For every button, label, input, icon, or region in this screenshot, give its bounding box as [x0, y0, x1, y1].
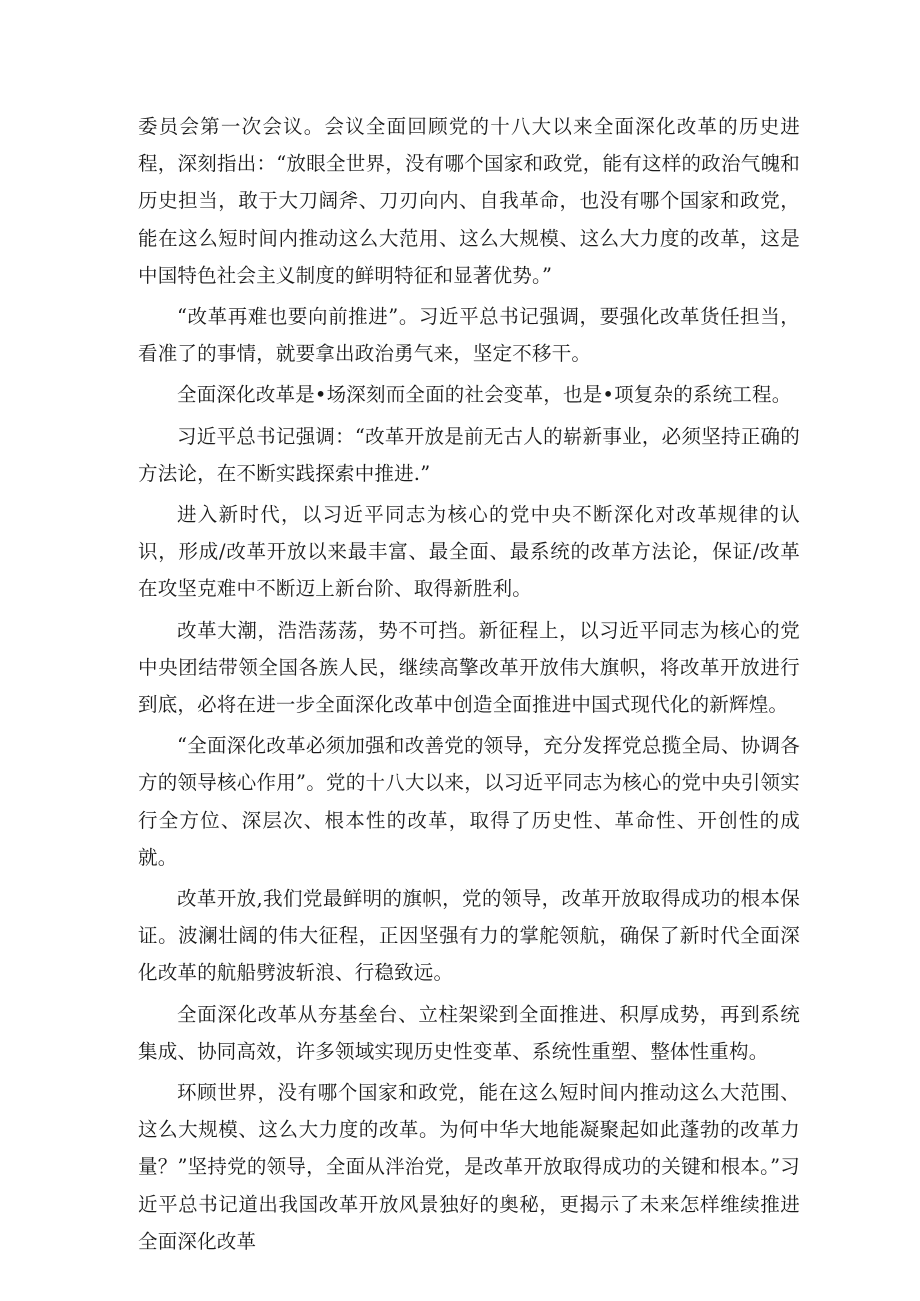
paragraph-9: 全面深化改革从夯基垒台、立柱架梁到全面推进、积厚成势，再到系统集成、协同高效，许多领域实现历史性变革、系统性重塑、整体性重构。 [138, 1002, 800, 1063]
paragraph-8: 改革开放,我们党最鲜明的旗帜，党的领导，改革开放取得成功的根本保证。波澜壮阔的伟大征程，正因坚强有力的掌舵领航，确保了新时代全面深化改革的航船劈波斩浪、行稳致远。 [138, 887, 800, 985]
paragraph-6: 改革大潮，浩浩荡荡，势不可挡。新征程上，以习近平同志为核心的党中央团结带领全国各族人民，继续高擎改革开放伟大旗帜，将改革开放进行到底，必将在进一步全面深化改革中创造全面推进中国式现代化的新辉煌。 [138, 618, 800, 717]
paragraph-7: “全面深化改革必须加强和改善党的领导，充分发挥党总揽全局、协调各方的领导核心作用”。党的十八大以来，以习近平同志为核心的党中央引领实行全方位、深层次、根本性的改革，取得了历史性、革命性、开创性的成就。 [138, 734, 800, 869]
paragraph-2: “改革再难也要向前推进”。习近平总书记强调，要强化改革货任担当，看准了的事情，就要拿出政治勇气来，坚定不移干。 [138, 305, 800, 366]
paragraph-5: 进入新时代，以习近平同志为核心的党中央不断深化对改革规律的认识，形成/改革开放以来最丰富、最全面、最系统的改革方法论，保证/改革在攻坚克难中不断迈上新台阶、取得新胜利。 [138, 503, 800, 601]
paragraph-3: 全面深化改革是•场深刻而全面的社会变革，也是•项复杂的系统工程。 [177, 383, 792, 407]
document-body [138, 108, 800, 1264]
paragraph-4: 习近平总书记强调：“改革开放是前无古人的崭新事业，必须坚持正确的方法论，在不断实践探索中推进.” [138, 424, 800, 485]
paragraph-1: 委员会第一次会议。会议全面回顾党的十八大以来全面深化改革的历史进程，深刻指出：“放眼全世界，没有哪个国家和政党，能有这样的政治气魄和历史担当，敢于大刀阔斧、刀刃向内、自我革命，也没有哪个国家和政党，能在这么短时间内推动这么大范用、这么大规模、这么大力度的改革，这是中国特色社会主义制度的鲜明特征和显著优势。” [138, 115, 800, 287]
paragraph-10: 环顾世界，没有哪个国家和政党，能在这么短时间内推动这么大范围、这么大规模、这么大力度的改革。为何中华大地能凝聚起如此蓬勃的改革力量？”坚持党的领导，全面从泮治党，是改革开放取得成功的关键和根本。”习近平总书记道出我国改革开放风景独好的奥秘，更揭示了未来怎样维续推进全面深化改革 [138, 1081, 800, 1253]
